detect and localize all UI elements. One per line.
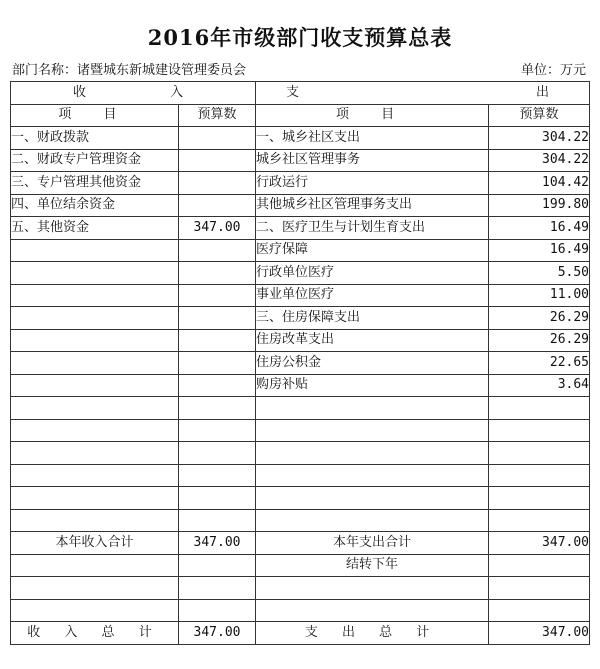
income-item [11, 239, 179, 262]
income-value [179, 194, 256, 217]
unit-label: 单位：万元 [520, 63, 586, 78]
income-value [179, 239, 256, 262]
income-item [11, 442, 179, 465]
table-row [11, 172, 590, 195]
blank-row [11, 577, 590, 600]
expense-value: 26.29 [489, 307, 590, 330]
grand-expense-total-value: 347.00 [489, 622, 590, 645]
income-value [179, 442, 256, 465]
table-row [11, 397, 590, 420]
budget-table [10, 81, 590, 645]
year-total-row [11, 532, 590, 555]
expense-value: 304.22 [489, 127, 590, 150]
income-header: 收 入 [11, 82, 256, 105]
grand-income-total-value: 347.00 [179, 622, 256, 645]
expense-value: 104.42 [489, 172, 590, 195]
table-row [11, 352, 590, 375]
table-row [11, 374, 590, 397]
expense-item [256, 464, 489, 487]
expense-item: 三、住房保障支出 [256, 307, 489, 330]
income-value [179, 397, 256, 420]
expense-value: 16.49 [489, 217, 590, 240]
income-item: 四、单位结余资金 [11, 194, 179, 217]
income-value [179, 419, 256, 442]
income-item: 一、财政拨款 [11, 127, 179, 150]
table-row [11, 284, 590, 307]
table-row [11, 149, 590, 172]
income-item [11, 374, 179, 397]
table-row [11, 442, 590, 465]
expense-value: 22.65 [489, 352, 590, 375]
income-item [11, 509, 179, 532]
table-row [11, 194, 590, 217]
expense-item: 城乡社区管理事务 [256, 149, 489, 172]
expense-item [256, 442, 489, 465]
expense-item: 住房改革支出 [256, 329, 489, 352]
expense-value: 11.00 [489, 284, 590, 307]
expense-item: 行政单位医疗 [256, 262, 489, 285]
expense-item [256, 487, 489, 510]
income-item [11, 352, 179, 375]
income-value [179, 127, 256, 150]
income-value [179, 307, 256, 330]
income-item-header: 项 目 [11, 104, 179, 127]
expense-header: 支 出 [256, 82, 590, 105]
expense-value [489, 464, 590, 487]
expense-value [489, 442, 590, 465]
table-row [11, 217, 590, 240]
year-expense-total-value: 347.00 [489, 532, 590, 555]
expense-value: 304.22 [489, 149, 590, 172]
expense-item [256, 509, 489, 532]
income-budget-header: 预算数 [179, 104, 256, 127]
expense-item: 医疗保障 [256, 239, 489, 262]
table-row [11, 509, 590, 532]
income-item [11, 307, 179, 330]
income-item: 三、专户管理其他资金 [11, 172, 179, 195]
income-value [179, 262, 256, 285]
page-title: 2016年市级部门收支预算总表 [147, 25, 453, 50]
expense-value: 199.80 [489, 194, 590, 217]
expense-item: 其他城乡社区管理事务支出 [256, 194, 489, 217]
expense-value: 5.50 [489, 262, 590, 285]
expense-value [489, 509, 590, 532]
expense-item: 二、医疗卫生与计划生育支出 [256, 217, 489, 240]
table-row [11, 127, 590, 150]
income-item [11, 262, 179, 285]
expense-item: 行政运行 [256, 172, 489, 195]
income-item [11, 419, 179, 442]
expense-item-header: 项 目 [256, 104, 489, 127]
income-item: 二、财政专户管理资金 [11, 149, 179, 172]
table-row [11, 329, 590, 352]
income-value [179, 149, 256, 172]
header-row-section [11, 82, 590, 105]
income-value [179, 374, 256, 397]
income-value [179, 172, 256, 195]
expense-value [489, 487, 590, 510]
year-expense-total-label: 本年支出合计 [256, 532, 489, 555]
income-value [179, 329, 256, 352]
table-row [11, 464, 590, 487]
carry-forward-label: 结转下年 [256, 554, 489, 577]
income-value [179, 352, 256, 375]
year-income-total-label: 本年收入合计 [11, 532, 179, 555]
table-row [11, 487, 590, 510]
grand-income-total-label: 收 入 总 计 [11, 622, 179, 645]
table-row [11, 307, 590, 330]
year-income-total-value: 347.00 [179, 532, 256, 555]
expense-item [256, 419, 489, 442]
expense-value: 26.29 [489, 329, 590, 352]
expense-item [256, 397, 489, 420]
grand-total-row [11, 622, 590, 645]
expense-value: 3.64 [489, 374, 590, 397]
income-item [11, 329, 179, 352]
expense-item: 事业单位医疗 [256, 284, 489, 307]
income-value: 347.00 [179, 217, 256, 240]
income-item [11, 397, 179, 420]
expense-value [489, 419, 590, 442]
blank-row [11, 599, 590, 622]
income-item: 五、其他资金 [11, 217, 179, 240]
income-item [11, 487, 179, 510]
expense-item: 购房补贴 [256, 374, 489, 397]
expense-item: 住房公积金 [256, 352, 489, 375]
income-value [179, 284, 256, 307]
table-row [11, 239, 590, 262]
income-value [179, 464, 256, 487]
expense-budget-header: 预算数 [489, 104, 590, 127]
carry-forward-row [11, 554, 590, 577]
header-row-columns [11, 104, 590, 127]
expense-item: 一、城乡社区支出 [256, 127, 489, 150]
income-value [179, 487, 256, 510]
income-item [11, 284, 179, 307]
income-item [11, 464, 179, 487]
grand-expense-total-label: 支 出 总 计 [256, 622, 489, 645]
expense-value: 16.49 [489, 239, 590, 262]
table-row [11, 419, 590, 442]
department-name: 部门名称：诸暨城东新城建设管理委员会 [12, 63, 247, 78]
income-value [179, 509, 256, 532]
table-row [11, 262, 590, 285]
expense-value [489, 397, 590, 420]
